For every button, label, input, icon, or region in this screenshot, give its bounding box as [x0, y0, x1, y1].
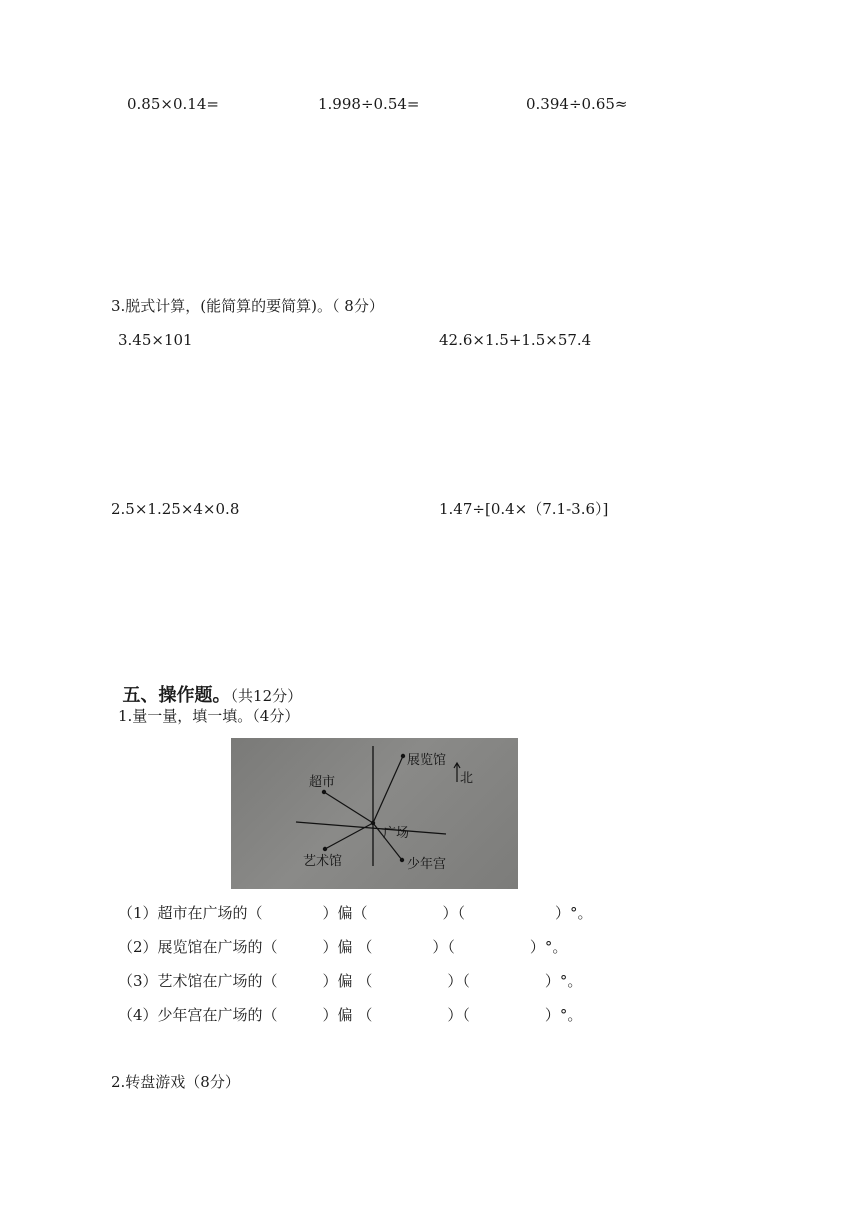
point-art — [323, 847, 327, 851]
fill-line-2: （2）展览馆在广场的（ ）偏 （ ）（ ）°。 — [118, 938, 568, 956]
q2-title: 2.转盘游戏（8分） — [111, 1073, 240, 1091]
q3-item-1: 3.45×101 — [118, 331, 193, 349]
ray-exhibition — [373, 756, 403, 823]
label-square: 广场 — [383, 826, 410, 841]
label-art: 艺术馆 — [303, 854, 343, 869]
q3-item-2: 42.6×1.5+1.5×57.4 — [439, 331, 592, 349]
direction-map — [231, 738, 518, 889]
label-youth: 少年宫 — [407, 857, 447, 872]
calc-item-2: 1.998÷0.54= — [318, 95, 420, 113]
point-youth — [400, 858, 404, 862]
fill-line-3: （3）艺术馆在广场的（ ）偏 （ ）（ ）°。 — [118, 972, 583, 990]
label-exhibition: 展览馆 — [407, 753, 447, 768]
section5-title — [110, 669, 302, 705]
ray-supermarket — [324, 792, 373, 823]
fill-line-1: （1）超市在广场的（ ）偏（ ）（ ）°。 — [118, 904, 593, 922]
q3-item-4: 1.47÷[0.4×（7.1-3.6）] — [439, 500, 609, 518]
point-supermarket — [322, 790, 326, 794]
ray-art — [325, 823, 373, 849]
q3-item-3: 2.5×1.25×4×0.8 — [111, 500, 240, 518]
point-square — [371, 821, 375, 825]
label-supermarket: 超市 — [309, 775, 336, 790]
q1-title: 1.量一量，填一填。（4分） — [118, 707, 300, 725]
point-exhibition — [401, 754, 405, 758]
section5-title-text: 五、操作题。 — [122, 685, 231, 706]
section5-score: （共12分） — [230, 687, 303, 705]
direction-map-photo — [231, 738, 518, 889]
calc-item-1: 0.85×0.14= — [127, 95, 219, 113]
label-north: 北 — [460, 771, 474, 786]
calc-item-3: 0.394÷0.65≈ — [526, 95, 628, 113]
fill-line-4: （4）少年宫在广场的（ ）偏 （ ）（ ）°。 — [118, 1006, 583, 1024]
q3-title: 3.脱式计算，(能简算的要简算)。（ 8分） — [111, 297, 384, 315]
